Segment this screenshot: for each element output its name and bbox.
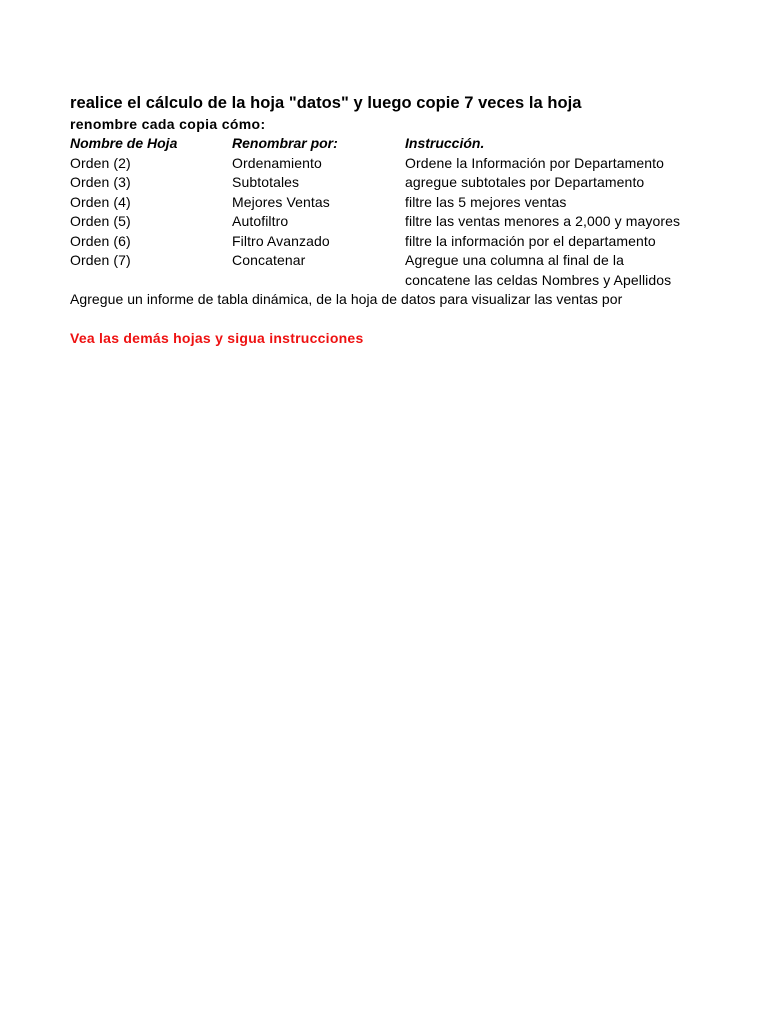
sheet-name-cell: Orden (3) (70, 174, 131, 190)
rename-cell: Autofiltro (232, 213, 289, 229)
rename-cell: Filtro Avanzado (232, 232, 330, 249)
table-row (70, 212, 681, 232)
page-title: realice el cálculo de la hoja "datos" y luego copie 7 veces la hoja (70, 94, 582, 112)
instruction-cell: filtre la información por el departamento (405, 232, 656, 249)
instruction-cell: Agregue una columna al final de la (405, 252, 624, 268)
instruction-cell: agregue subtotales por Departamento (405, 174, 645, 190)
table-header-row (70, 134, 642, 154)
column-header-instruction: Instrucción. (405, 135, 485, 151)
table-row (70, 154, 665, 174)
column-header-rename: Renombrar por: (232, 135, 338, 151)
alert-message: Vea las demás hojas y sigua instrucciones (70, 329, 364, 346)
sheet-name-cell: Orden (6) (70, 232, 131, 249)
rename-cell: Ordenamiento (232, 154, 322, 171)
table-row (70, 232, 656, 252)
sheet-name-cell: Orden (7) (70, 252, 131, 268)
table-row (70, 173, 645, 193)
table-row-continuation (70, 271, 672, 291)
table-row (70, 193, 642, 213)
column-header-sheet-name: Nombre de Hoja (70, 135, 178, 151)
rename-cell: Mejores Ventas (232, 193, 330, 210)
sheet-name-cell: Orden (2) (70, 154, 131, 171)
instruction-cell: filtre las 5 mejores ventas (405, 193, 567, 210)
table-row (70, 251, 642, 271)
pivot-table-note: Agregue un informe de tabla dinámica, de la hoja de datos para visualizar las ventas por (70, 291, 623, 307)
sheet-name-cell: Orden (4) (70, 193, 131, 210)
instructions-block (70, 92, 681, 348)
sheet-name-cell: Orden (5) (70, 213, 131, 229)
rename-cell: Subtotales (232, 174, 300, 190)
instruction-cell: filtre las ventas menores a 2,000 y mayores (405, 213, 681, 229)
instruction-continuation-cell: concatene las celdas Nombres y Apellidos (405, 271, 672, 288)
instruction-cell: Ordene la Información por Departamento (405, 154, 665, 171)
spacer (70, 310, 642, 328)
rename-cell: Concatenar (232, 252, 306, 268)
page-subtitle: renombre cada copia cómo: (70, 116, 266, 132)
